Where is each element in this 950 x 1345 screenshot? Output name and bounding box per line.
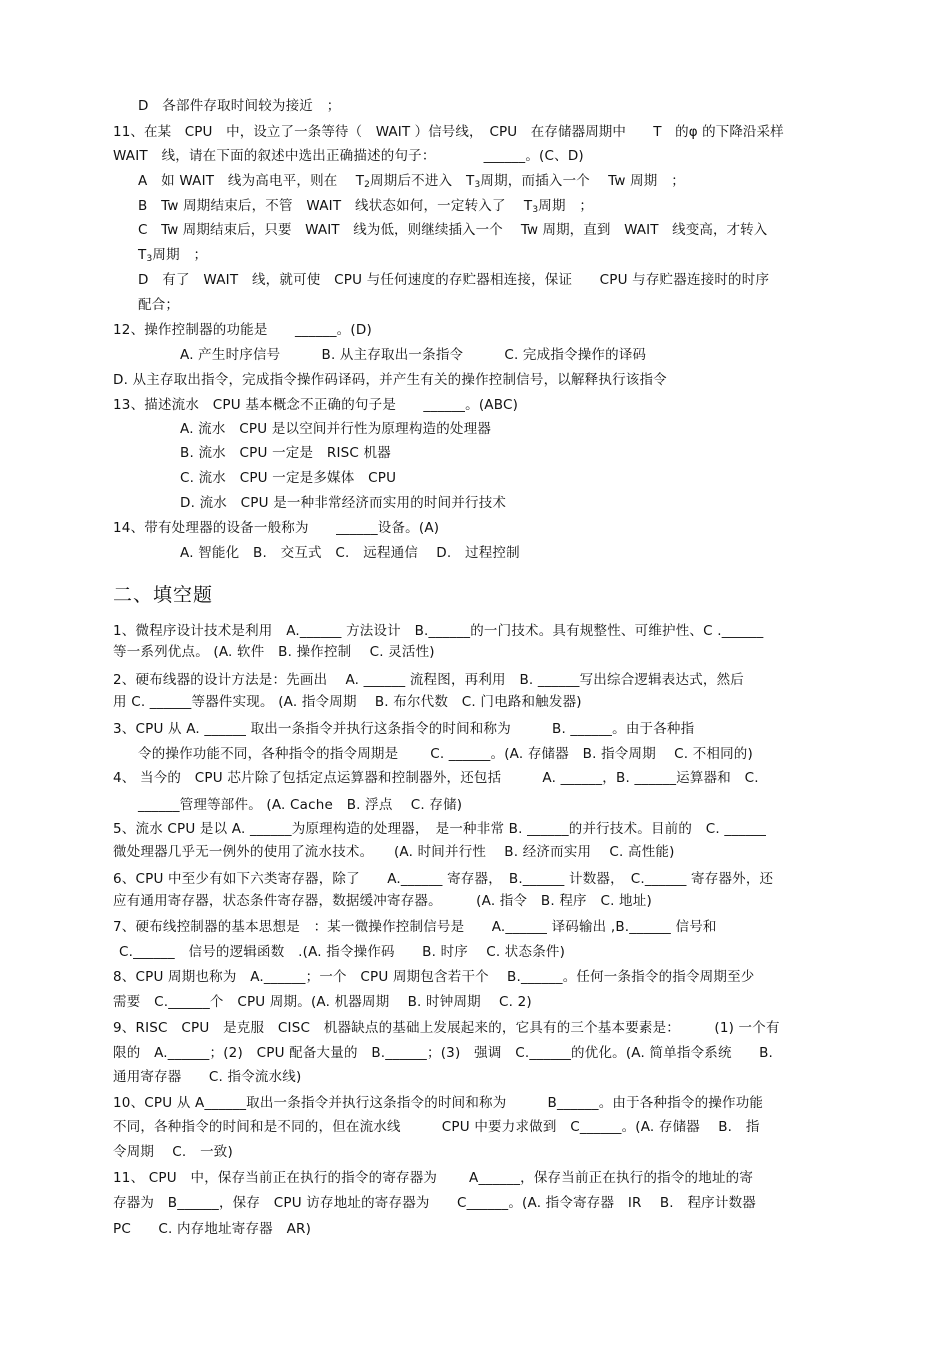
fill-q3-line2: 令的操作功能不同，各种指令的指令周期是 C. ______。(A. 存储器 B. 指令周期 C. 不相同的) — [138, 746, 753, 762]
q13-option-d: D. 流水 CPU 是一种非常经济而实用的时间并行技术 — [180, 495, 507, 511]
q11-option-d-line2: 配合； — [138, 297, 180, 313]
q11-stem-line2: WAIT 线，请在下面的叙述中选出正确描述的句子： ______。(C、D) — [113, 148, 584, 164]
fill-q1-line2: 等一系列优点。 (A. 软件 B. 操作控制 C. 灵活性) — [113, 644, 435, 660]
fill-q6-line2: 应有通用寄存器，状态条件寄存器，数据缓冲寄存器。 (A. 指令 B. 程序 C. 地址) — [113, 893, 652, 909]
fill-q8-line1: 8、CPU 周期也称为 A.______；一个 CPU 周期包含若干个 B.______。任何一条指令的指令周期至少 — [113, 969, 755, 985]
fill-q10-line3: 令周期 C. 一致) — [113, 1144, 233, 1160]
q11-option-c-line1: C Tw 周期结束后，只要 WAIT 线为低，则继续插入一个 Tw 周期，直到 WAIT 线变高，才转入 — [138, 222, 768, 238]
q12-option-d: D. 从主存取出指令，完成指令操作码译码，并产生有关的操作控制信号，以解释执行该指令 — [113, 372, 667, 388]
fill-q2-line1: 2、硬布线器的设计方法是：先画出 A. ______ 流程图，再利用 B. ______写出综合逻辑表达式，然后 — [113, 672, 744, 688]
q11-option-a: A 如 WAIT 线为高电平，则在 $T_2$周期后不进入 $T_3$周期，而插入一个 Tw 周期 ； — [138, 173, 685, 190]
fill-q2-line2: 用 C. ______等器件实现。 (A. 指令周期 B. 布尔代数 C. 门电路和触发器) — [113, 694, 582, 710]
fill-q9-line1: 9、RISC CPU 是克服 CISC 机器缺点的基础上发展起来的，它具有的三个基本要素是： (1) 一个有 — [113, 1020, 780, 1036]
fill-q4-line1: 4、 当今的 CPU 芯片除了包括定点运算器和控制器外，还包括 A. ______，B. ______运算器和 C. — [113, 770, 759, 786]
fill-q5-line1: 5、流水 CPU 是以 A. ______为原理构造的处理器， 是一种非常 B. ______的并行技术。目前的 C. ______ — [113, 821, 767, 837]
fill-q1-line1: 1、微程序设计技术是利用 A.______ 方法设计 B.______的一门技术。具有规整性、可维护性、C .______ — [113, 623, 764, 639]
q14-options: A. 智能化 B. 交互式 C. 远程通信 D. 过程控制 — [180, 545, 520, 561]
fill-q10-line2: 不同，各种指令的时间和是不同的，但在流水线 CPU 中要力求做到 C______。(A. 存储器 B. 指 — [113, 1119, 760, 1135]
fill-q9-line3: 通用寄存器 C. 指令流水线) — [113, 1069, 302, 1085]
q11-option-c-line2: $T_3$周期 ； — [138, 247, 208, 264]
fill-q11-line1: 11、 CPU 中，保存当前正在执行的指令的寄存器为 A______，保存当前正在执行的指令的地址的寄 — [113, 1170, 754, 1186]
fill-q10-line1: 10、CPU 从 A______取出一条指令并执行这条指令的时间和称为 B______。由于各种指令的操作功能 — [113, 1095, 764, 1111]
fill-q11-line2: 存器为 B______，保存 CPU 访存地址的寄存器为 C______。(A. 指令寄存器 IR B. 程序计数器 — [113, 1195, 756, 1211]
fill-q4-line2: ______管理等部件。 (A. Cache B. 浮点 C. 存储) — [138, 797, 463, 813]
q13-stem: 13、描述流水 CPU 基本概念不正确的句子是 ______。(ABC) — [113, 397, 519, 413]
q14-stem: 14、带有处理器的设备一般称为 ______设备。(A) — [113, 520, 440, 536]
fill-q3-line1: 3、CPU 从 A. ______ 取出一条指令并执行这条指令的时间和称为 B. ______。由于各种指 — [113, 721, 695, 737]
q13-option-c: C. 流水 CPU 一定是多媒体 CPU — [180, 470, 397, 486]
q11-option-d-line1: D 有了 WAIT 线，就可使 CPU 与任何速度的存贮器相连接，保证 CPU 与存贮器连接时的时序 — [138, 272, 770, 288]
q10-option-d: D 各部件存取时间较为接近 ； — [138, 98, 341, 114]
q11-option-b: B Tw 周期结束后，不管 WAIT 线状态如何，一定转入了 $T_3$周期 ； — [138, 198, 594, 215]
q13-option-a: A. 流水 CPU 是以空间并行性为原理构造的处理器 — [180, 421, 492, 437]
q12-stem: 12、操作控制器的功能是 ______。(D) — [113, 322, 372, 338]
fill-q7-line2: C.______ 信号的逻辑函数 .(A. 指令操作码 B. 时序 C. 状态条件) — [119, 944, 566, 960]
fill-q9-line2: 限的 A.______；(2) CPU 配备大量的 B.______；(3) 强调 C.______的优化。(A. 简单指令系统 B. — [113, 1045, 774, 1061]
fill-q6-line1: 6、CPU 中至少有如下六类寄存器，除了 A.______ 寄存器， B.______ 计数器， C.______ 寄存器外，还 — [113, 871, 774, 887]
fill-q7-line1: 7、硬布线控制器的基本思想是 ：某一微操作控制信号是 A.______ 译码输出 ,B.______ 信号和 — [113, 919, 717, 935]
section-heading-fill-in: 二、填空题 — [113, 584, 214, 606]
fill-q8-line2: 需要 C.______个 CPU 周期。(A. 机器周期 B. 时钟周期 C. 2) — [113, 994, 532, 1010]
fill-q11-line3: PC C. 内存地址寄存器 AR) — [113, 1221, 312, 1237]
fill-q5-line2: 微处理器几乎无一例外的使用了流水技术。 (A. 时间并行性 B. 经济而实用 C. 高性能) — [113, 844, 675, 860]
q11-stem-line1: 11、在某 CPU 中，设立了一条等待（ WAIT ）信号线， CPU 在存储器周期中 T 的φ 的下降沿采样 — [113, 124, 784, 140]
q13-option-b: B. 流水 CPU 一定是 RISC 机器 — [180, 445, 391, 461]
q12-options-abc: A. 产生时序信号 B. 从主存取出一条指令 C. 完成指令操作的译码 — [180, 347, 647, 363]
